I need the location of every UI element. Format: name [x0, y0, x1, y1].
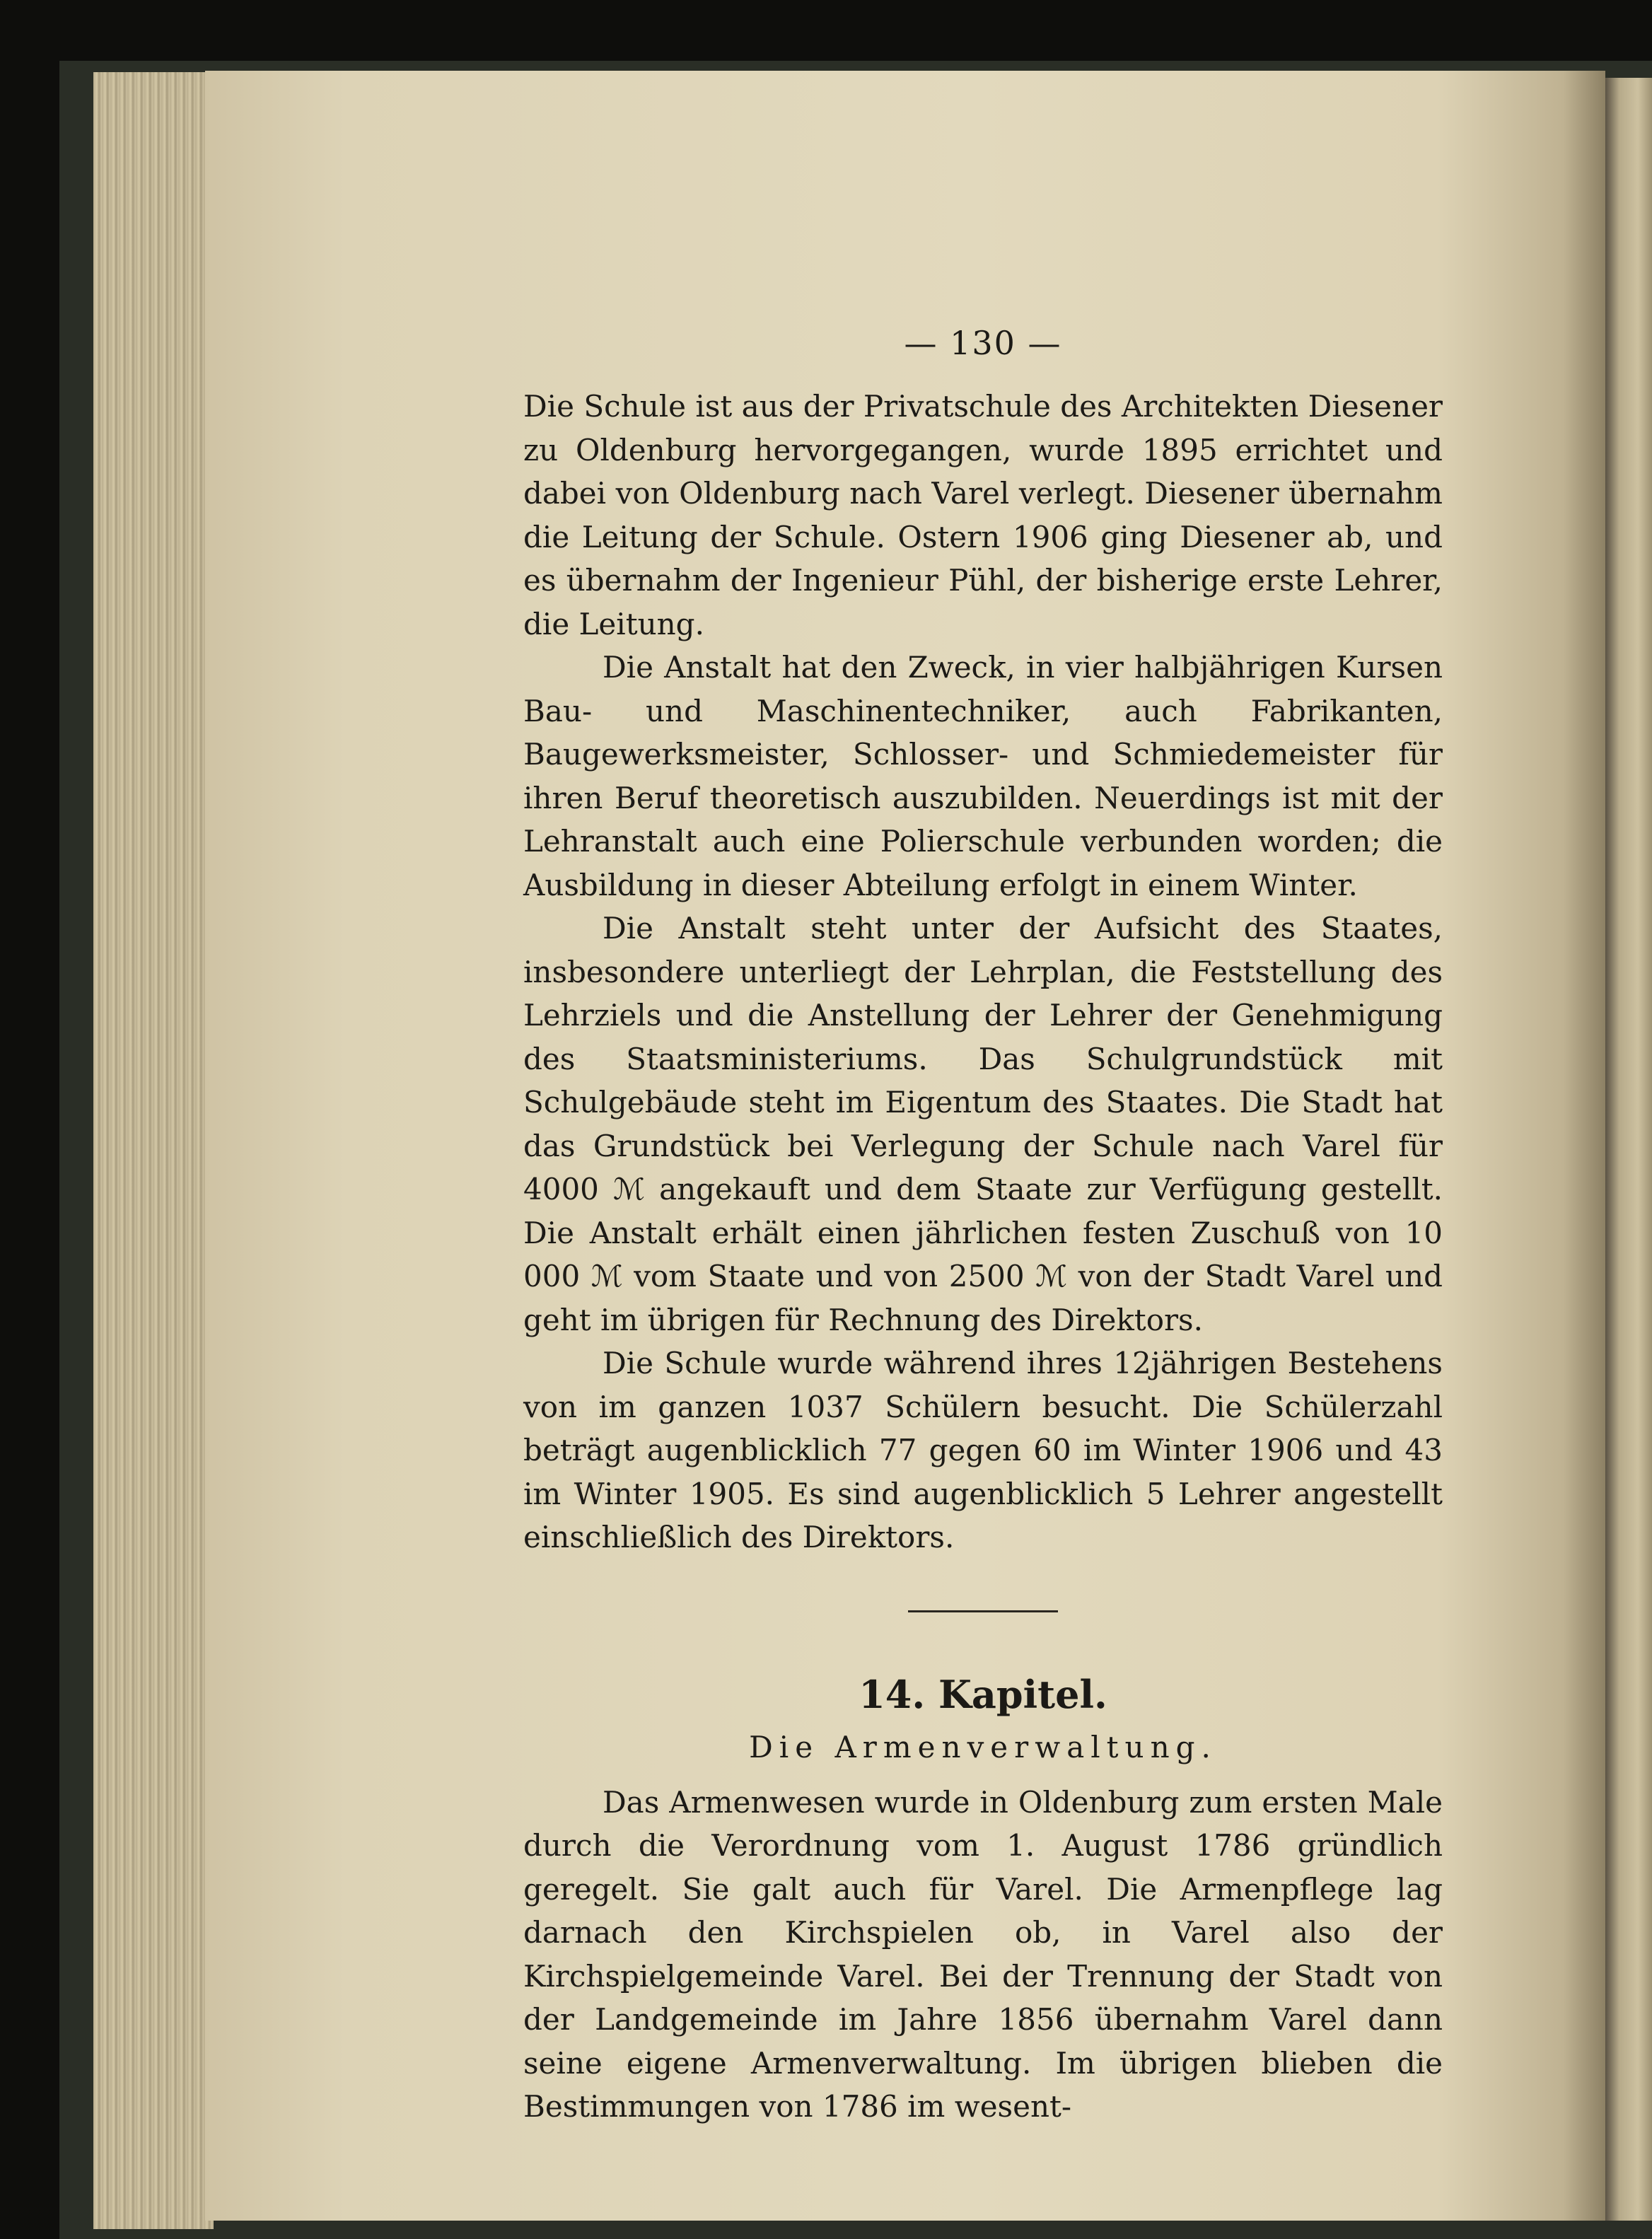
- chapter-subtitle: Die Armenverwaltung.: [749, 1729, 1217, 1764]
- paragraph-2: Die Anstalt hat den Zweck, in vier halbjährigen Kursen Bau- und Maschinentechniker, auch Fabrikanten, Baugewerksmeister, Schlosser- und Schmiedemeister für ihren Beruf theoretisch auszubilden. Neuerdings ist mit der Lehranstalt auch eine Polierschule verbunden worden; die Ausbildung in dieser Abteilung erfolgt in einem Winter.: [523, 650, 1443, 902]
- paragraph-1: Die Schule ist aus der Privatschule des Architekten Diesener zu Oldenburg hervorgegangen, wurde 1895 errichtet und dabei von Oldenburg nach Varel verlegt. Diesener übernahm die Leitung der Schule. Ostern 1906 ging Diesener ab, und es übernahm der Ingenieur Pühl, der bisherige erste Lehrer, die Leitung.: [523, 389, 1443, 641]
- page-text-block: [523, 318, 1443, 2129]
- paragraph-4: Die Schule wurde während ihres 12jährigen Bestehens von im ganzen 1037 Schülern besucht. Die Schülerzahl beträgt augenblicklich 77 gegen 60 im Winter 1906 und 43 im Winter 1905. Es sind augenblicklich 5 Lehrer angestellt einschließlich des Direktors.: [523, 1346, 1443, 1554]
- paragraph-3: Die Anstalt steht unter der Aufsicht des Staates, insbesondere unterliegt der Lehrplan, die Feststellung des Lehrziels und die Anstellung der Lehrer der Genehmigung des Staatsministeriums. Das Schulgrundstück mit Schulgebäude steht im Eigentum des Staates. Die Stadt hat das Grundstück bei Verlegung der Schule nach Varel für 4000 ℳ angekauft und dem Staate zur Verfügung gestellt. Die Anstalt erhält einen jährlichen festen Zuschuß von 10 000 ℳ vom Staate und von 2500 ℳ von der Stadt Varel und geht im übrigen für Rechnung des Direktors.: [523, 911, 1443, 1337]
- page-edges: [93, 72, 214, 2229]
- chapter-title: 14. Kapitel.: [859, 1671, 1107, 1717]
- next-page-edge: [1605, 78, 1652, 2221]
- section-divider: [908, 1610, 1058, 1612]
- chapter-paragraph-1: Das Armenwesen wurde in Oldenburg zum ersten Male durch die Verordnung vom 1. August 1786 gründlich geregelt. Sie galt auch für Varel. Die Armenpflege lag darnach den Kirchspielen ob, in Varel also der Kirchspielgemeinde Varel. Bei der Trennung der Stadt von der Landgemeinde im Jahre 1856 übernahm Varel dann seine eigene Armenverwaltung. Im übrigen blieben die Bestimmungen von 1786 im wesent-: [523, 1784, 1443, 2124]
- page-number: — 130 —: [904, 324, 1062, 362]
